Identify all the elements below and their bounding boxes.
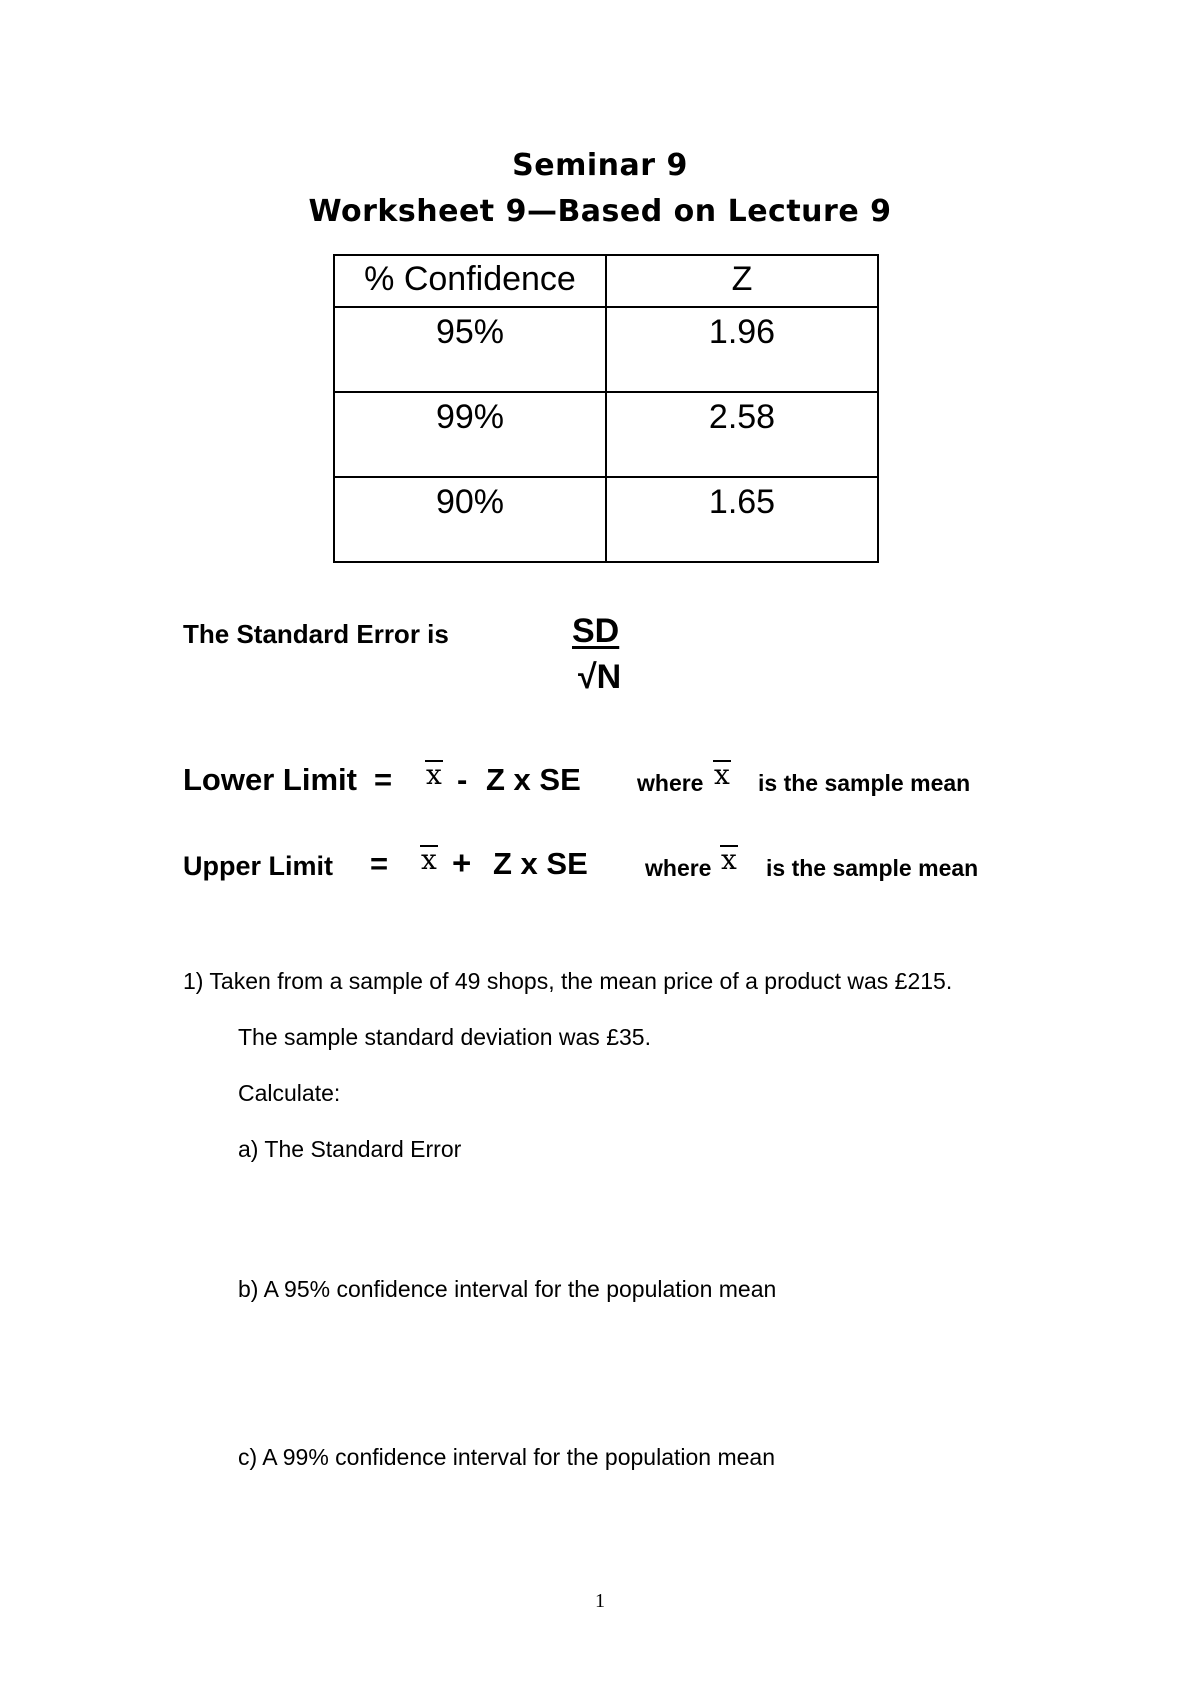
page-subtitle: Worksheet 9—Based on Lecture 9	[308, 194, 892, 229]
lower-limit-label: Lower Limit	[183, 762, 357, 797]
table-header-confidence: % Confidence	[334, 255, 606, 307]
confidence-z-table	[333, 254, 879, 563]
lower-limit-mean-text: is the sample mean	[758, 770, 971, 796]
question-1-part-c: c) A 99% confidence interval for the population mean	[238, 1444, 776, 1470]
table-cell-z: 2.58	[606, 392, 878, 477]
question-1-part-a: a) The Standard Error	[238, 1136, 462, 1162]
table-header-row	[334, 255, 878, 307]
upper-limit-operator: +	[452, 844, 472, 881]
lower-limit-operator: -	[457, 762, 468, 797]
lower-limit-equals: =	[374, 762, 393, 797]
xbar-symbol: x	[714, 758, 730, 791]
upper-limit-expression: Z x SE	[493, 846, 588, 881]
table-cell-confidence: 99%	[334, 392, 606, 477]
question-1-sd: The sample standard deviation was £35.	[238, 1024, 651, 1050]
standard-error-denominator: √N	[578, 658, 622, 696]
upper-limit-label: Upper Limit	[183, 851, 334, 881]
upper-limit-where-xbar	[720, 845, 738, 874]
question-1-part-b: b) A 95% confidence interval for the population mean	[238, 1276, 777, 1302]
upper-limit-where: where	[645, 855, 712, 881]
table-cell-confidence: 90%	[334, 477, 606, 562]
upper-limit-xbar	[420, 845, 438, 874]
table-row	[334, 477, 878, 562]
table-cell-confidence: 95%	[334, 307, 606, 392]
standard-error-label: The Standard Error is	[183, 619, 449, 649]
lower-limit-where: where	[637, 770, 704, 796]
xbar-symbol: x	[426, 758, 442, 791]
table-row	[334, 392, 878, 477]
lower-limit-where-xbar	[713, 760, 731, 789]
standard-error-numerator: SD	[572, 612, 620, 650]
table-header-z: Z	[606, 255, 878, 307]
question-1-intro: 1) Taken from a sample of 49 shops, the mean price of a product was £215.	[183, 968, 953, 994]
page-number: 1	[595, 1590, 605, 1612]
question-1-calculate: Calculate:	[238, 1080, 341, 1106]
xbar-symbol: x	[721, 843, 737, 876]
xbar-symbol: x	[421, 843, 437, 876]
upper-limit-mean-text: is the sample mean	[766, 855, 979, 881]
lower-limit-expression: Z x SE	[486, 762, 581, 797]
upper-limit-equals: =	[370, 846, 389, 881]
table-row	[334, 307, 878, 392]
table-cell-z: 1.65	[606, 477, 878, 562]
table-cell-z: 1.96	[606, 307, 878, 392]
page-title: Seminar 9	[512, 148, 688, 183]
lower-limit-xbar	[425, 760, 443, 789]
